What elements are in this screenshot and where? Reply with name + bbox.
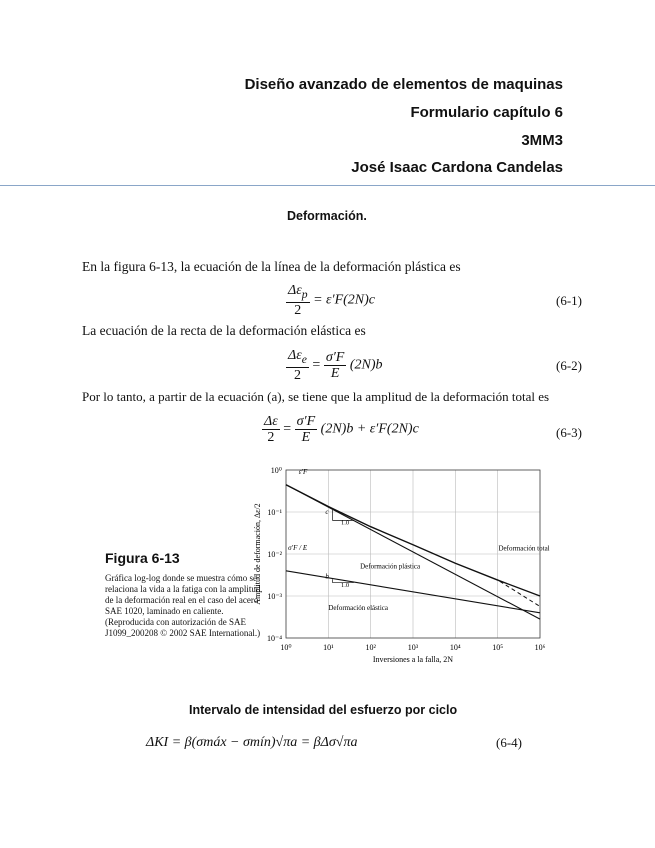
equation-number-6-4: (6-4) [496, 735, 522, 750]
paragraph-plastic: En la figura 6-13, la ecuación de la línea de la deformación plástica es [82, 259, 461, 274]
eq2-rhs: (2N)b [349, 357, 383, 373]
document-subtitle: Formulario capítulo 6 [410, 104, 563, 121]
section-title-intervalo: Intervalo de intensidad del esfuerzo por ciclo [189, 703, 458, 717]
eq3-fraction: $\frac{\Delta\varepsilon}{2}$ [264, 414, 278, 445]
y-tick-label: 10⁻¹ [267, 508, 282, 517]
equation-6-4: ΔKI = β(σmáx − σmín)√πa = βΔσ√πa [146, 735, 358, 750]
eq1-rhs: = ε′F(2N)c [313, 292, 376, 308]
eq2-fraction-2 [324, 350, 347, 381]
eq1-numerator: Δε [288, 283, 302, 298]
annotation-total-label: Deformación total [498, 544, 550, 553]
author-name: José Isaac Cardona Candelas [351, 159, 563, 176]
equation-6-3: $\frac{\Delta\varepsilon}{2}$ = $\frac{\sigma'F}{E}$ (2N)b + ε′F(2N)c [264, 414, 419, 445]
eq1-fraction: $\frac{\Delta\varepsilon_p}{2}$ [288, 283, 308, 318]
eq1-numerator-sub: p [301, 287, 308, 301]
eq3-frac2-den: E [301, 430, 311, 445]
y-axis-label: Amplitud de deformación, Δε/2 [253, 503, 262, 605]
annotation-slope-c: c [325, 508, 329, 517]
eq2-frac2-den: E [330, 365, 340, 381]
equation-6-2: $\frac{\Delta\varepsilon_e}{2}$ = $\frac{\sigma'F}{E}$ (2N)b [288, 348, 383, 383]
document-title: Diseño avanzado de elementos de maquinas [244, 76, 563, 93]
eq3-fraction-2 [295, 414, 318, 445]
y-tick-label: 10⁻³ [267, 592, 282, 601]
eq3-rhs: (2N)b + ε′F(2N)c [320, 421, 419, 437]
annotation-elastic-label: Deformación elástica [328, 603, 389, 612]
y-tick-label: 10⁻⁴ [266, 634, 282, 643]
x-tick-label: 10¹ [323, 643, 334, 652]
eq2-numerator: Δε [288, 348, 302, 363]
figure-caption: Gráfica log-log donde se muestra cómo se relaciona la vida a la fatiga con la amplitud de la deformación real en el caso del acero SAE 1020, laminado en caliente. (Reproducida con autorización de SAE J1099_200208 © 2002 SAE International.) [105, 573, 261, 638]
x-tick-label: 10⁴ [449, 643, 461, 652]
figure-title: Figura 6-13 [105, 550, 180, 566]
header-divider [0, 185, 655, 186]
equation-6-1 [286, 283, 375, 318]
x-tick-label: 10⁰ [280, 643, 292, 652]
annotation-slope-b: b [325, 572, 329, 581]
x-tick-label: 10⁵ [492, 643, 504, 652]
eq2-frac2-num: σ′F [325, 349, 345, 365]
group-code: 3MM3 [521, 132, 563, 149]
paragraph-elastic: La ecuación de la recta de la deformación elástica es [82, 323, 366, 338]
eq3-numerator: Δε [264, 414, 278, 429]
annotation-unit-plastic: 1.0 [341, 519, 350, 527]
y-tick-label: 10⁰ [270, 466, 282, 475]
x-tick-label: 10⁶ [534, 643, 546, 652]
y-tick-label: 10⁻² [267, 550, 282, 559]
eq2-fraction: $\frac{\Delta\varepsilon_e}{2}$ [288, 348, 307, 383]
eq2-numerator-sub: e [301, 352, 307, 366]
annotation-sigma-over-e: σ′F / E [288, 543, 308, 552]
annotation-plastic-label: Deformación plástica [360, 562, 421, 571]
annotation-unit-elastic: 1.0 [341, 581, 350, 589]
x-tick-label: 10³ [407, 643, 419, 652]
equation-number-6-2: (6-2) [556, 358, 582, 373]
eq3-frac2-num: σ′F [296, 414, 316, 429]
equation-number-6-3: (6-3) [556, 425, 582, 440]
x-axis-label: Inversiones a la falla, 2N [372, 655, 454, 664]
section-title-deformacion: Deformación. [287, 209, 367, 223]
paragraph-total: Por lo tanto, a partir de la ecuación (a), se tiene que la amplitud de la deformación total es [82, 389, 550, 404]
annotation-eps-f: ε′F [298, 468, 308, 477]
strain-life-chart [250, 460, 550, 670]
equation-number-6-1: (6-1) [556, 293, 582, 308]
x-tick-label: 10² [365, 643, 376, 652]
